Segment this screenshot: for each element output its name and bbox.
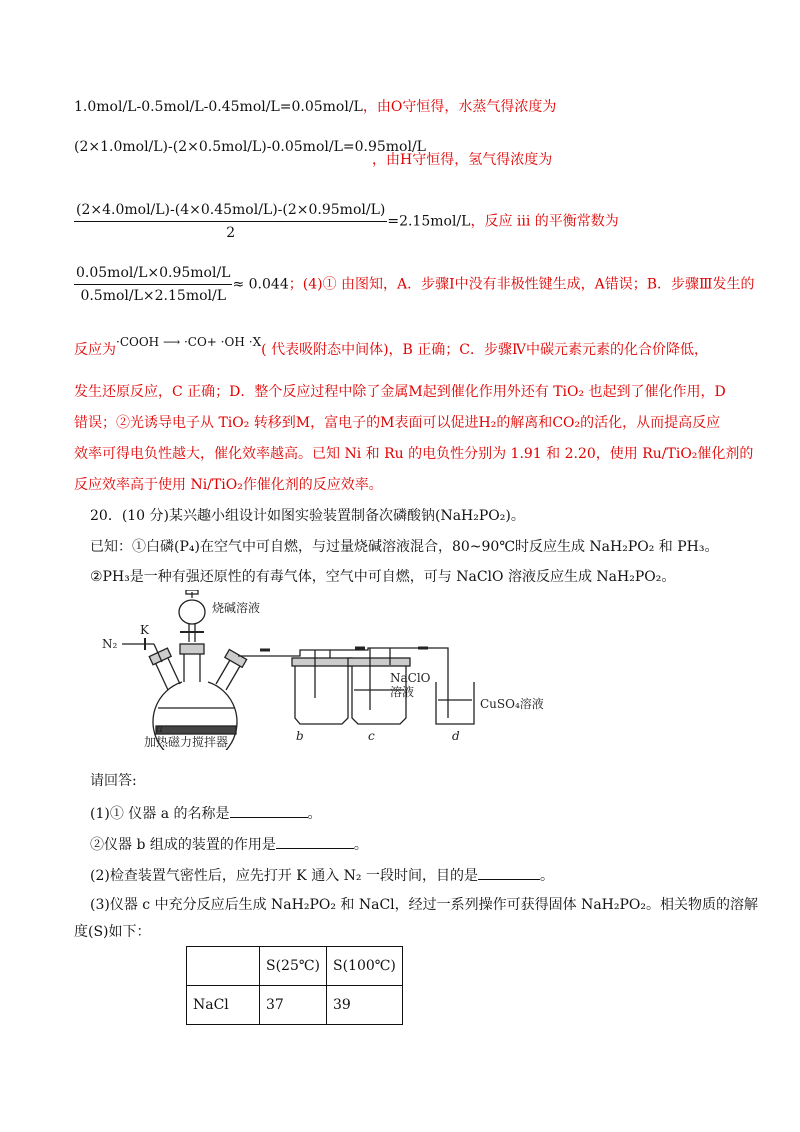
answer-line-3 — [74, 200, 619, 243]
formula-tio2: TiO₂ — [211, 477, 243, 493]
answer-text: 转移到M，富电子的M表面可以促进 — [253, 415, 479, 431]
answer-line-8 — [74, 444, 753, 464]
label-naoh: 烧碱溶液 — [212, 601, 261, 615]
table-cell: 37 — [260, 986, 327, 1025]
answer-text: ，由O守恒得，水蒸气得浓度为 — [362, 99, 557, 115]
apparatus-diagram — [100, 590, 600, 750]
separatory-funnel-icon — [179, 600, 205, 624]
formula-tio2: TiO₂ — [553, 384, 585, 400]
reaction-formula: ·COOH ⟶ ·CO+ ·OH — [116, 335, 245, 349]
answer-text: 效率可得电负性越大，催化效率越高。已知 Ni 和 Ru 的电负性分别为 1.91 和 2.20，使用 Ru/ — [74, 446, 667, 462]
formula-tio2: TiO₂ — [666, 446, 698, 462]
formula-co2: CO₂ — [552, 415, 581, 431]
answer-text: 错误；②光诱导电子从 — [74, 415, 214, 431]
question-3-cont: 度(S)如下： — [74, 924, 151, 940]
label-naclo: NaClO — [390, 671, 431, 685]
answer-text: 也起到了催化作用，D — [588, 384, 726, 400]
formula-h2: H₂ — [478, 415, 497, 431]
label-d: d — [452, 729, 460, 743]
math-approx: ≈ 0.044 — [232, 276, 289, 293]
label-cuso4: CuSO₄溶液 — [480, 697, 544, 711]
label-stirrer: 加热磁力搅拌器 — [144, 735, 229, 749]
question-3: (3)仪器 c 中充分反应后生成 NaH₂PO₂ 和 NaCl，经过一系列操作可获得固体 NaH₂PO₂。相关物质的溶解 — [90, 897, 759, 913]
answer-line-7 — [74, 413, 720, 433]
table-header: S(100℃) — [327, 947, 403, 986]
numerator: 0.05mol/L×0.95mol/L — [74, 263, 232, 285]
answer-line-5 — [74, 335, 708, 360]
math-expression: 1.0mol/L-0.5mol/L-0.45mol/L=0.05mol/L — [74, 99, 363, 115]
table-cell: 39 — [327, 986, 403, 1025]
answer-text: 的解离和 — [496, 415, 553, 431]
table-header: S(25℃) — [260, 947, 327, 986]
answer-line-9 — [74, 475, 383, 495]
fraction — [74, 200, 387, 243]
table-row — [187, 947, 403, 986]
question-1a: (1)① 仪器 a 的名称是 。 — [90, 803, 322, 824]
answer-text: 反应为 — [74, 342, 116, 358]
label-b: b — [296, 729, 304, 743]
answer-text: ；(4)① 由图知，A．步骤Ⅰ中没有非极性键生成，A错误；B．步骤Ⅲ发生的 — [288, 276, 755, 293]
answer-text: 发生还原反应，C 正确；D．整个反应过程中除了金属M起到催化作用外还有 — [74, 384, 549, 400]
solubility-table — [186, 946, 403, 1025]
question-20-title: 20．(10 分)某兴趣小组设计如图实验装置制备次磷酸钠(NaH₂PO₂)。 — [90, 508, 525, 524]
answer-text: ( 代表吸附态中间体)，B 正确；C．步骤Ⅳ中碳元素元素的化合价降低， — [261, 342, 708, 358]
beaker-d-icon — [436, 682, 474, 724]
label-a: a — [156, 721, 164, 735]
answer-line-1 — [74, 97, 556, 117]
math-expression: (2×1.0mol/L)-(2×0.5mol/L)-0.05mol/L=0.95mol/L — [74, 139, 426, 155]
fraction — [74, 263, 232, 306]
answer-text: 的活化，从而提高反应 — [580, 415, 721, 431]
label-k: K — [140, 623, 149, 637]
table-row — [187, 986, 403, 1025]
answer-line-6 — [74, 382, 726, 402]
answer-text: 反应效率高于使用 Ni/ — [74, 477, 212, 493]
label-c: c — [368, 729, 375, 743]
denominator: 0.5mol/L×2.15mol/L — [80, 288, 227, 304]
numerator: (2×4.0mol/L)-(4×0.45mol/L)-(2×0.95mol/L) — [74, 200, 387, 222]
magnetic-stirrer-icon — [156, 726, 236, 734]
answer-line-2b — [372, 150, 552, 170]
answer-blank[interactable] — [230, 803, 308, 818]
known-condition-2: ②PH₃是一种有强还原性的有毒气体，空气中可自燃，可与 NaClO 溶液反应生成 NaH₂PO₂。 — [90, 569, 676, 585]
answer-blank[interactable] — [478, 865, 540, 880]
table-cell — [187, 947, 260, 986]
label-naclo-solution: 溶液 — [390, 685, 415, 699]
adsorbed-symbol: ·X — [248, 335, 262, 349]
label-n2: N₂ — [102, 637, 118, 651]
question-1b: ②仪器 b 组成的装置的作用是 。 — [90, 834, 368, 855]
question-2: (2)检查装置气密性后，应先打开 K 通入 N₂ 一段时间，目的是 。 — [90, 865, 554, 886]
answer-blank[interactable] — [276, 834, 354, 849]
denominator: 2 — [226, 225, 236, 241]
answer-text: 催化剂的 — [697, 446, 754, 462]
answer-text: ，由H守恒得，氢气得浓度为 — [372, 152, 553, 168]
please-answer: 请回答: — [90, 773, 137, 789]
answer-line-4 — [74, 263, 755, 306]
table-cell: NaCl — [187, 986, 260, 1025]
answer-text: ，反应 iii 的平衡常数为 — [470, 213, 619, 230]
formula-tio2: TiO₂ — [218, 415, 250, 431]
answer-text: 作催化剂的反应效率。 — [242, 477, 383, 493]
known-condition-1: 已知：①白磷(P₄)在空气中可自燃，与过量烧碱溶液混合，80~90℃时反应生成 NaH₂PO₂ 和 PH₃。 — [90, 539, 719, 555]
math-result: =2.15mol/L — [387, 213, 471, 230]
